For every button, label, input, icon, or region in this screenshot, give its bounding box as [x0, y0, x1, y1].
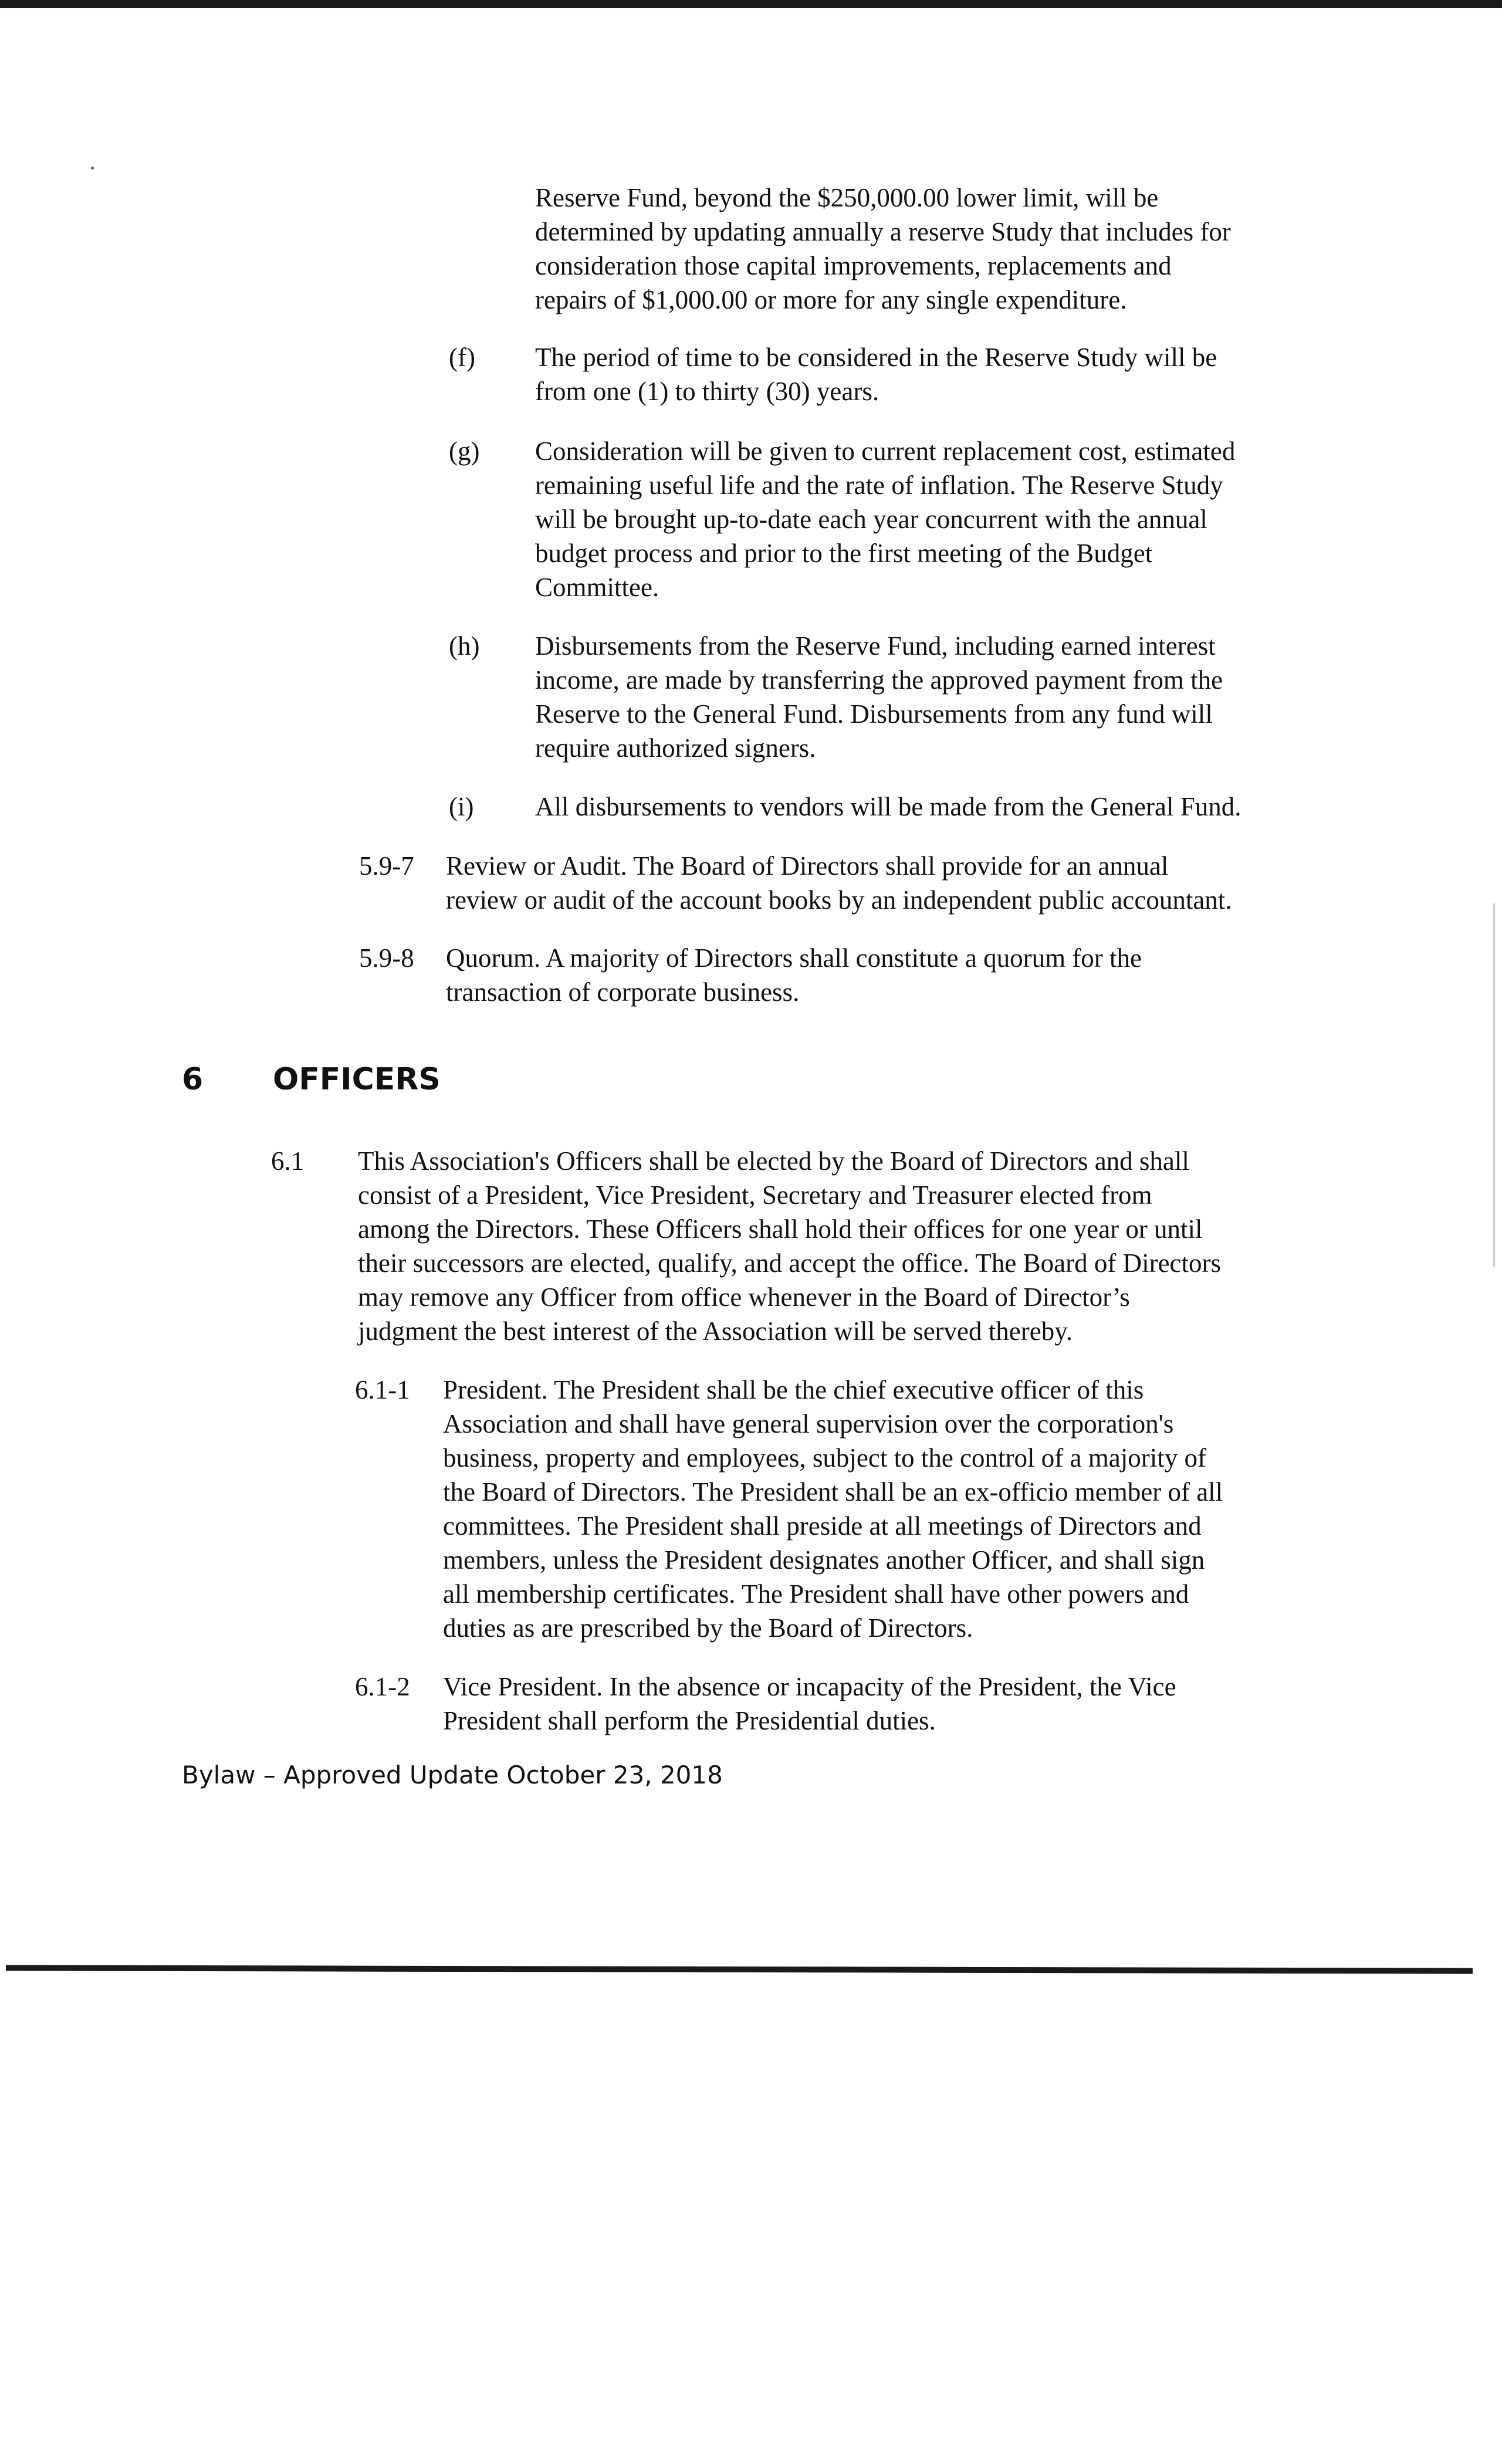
section-6-title: OFFICERS	[273, 1062, 441, 1097]
section-6-1-1-text: President. The President shall be the chief executive officer of this Association and shall have general supervision over the corporation's business, property and employees, subject to the control of a majority of the Board of Directors. The President shall be an ex-officio member of all committees. The President shall preside at all meetings of Directors and members, unless the President designates another Officer, and shall sign all membership certificates. The President shall have other powers and duties as are prescribed by the Board of Directors.	[443, 1375, 1223, 1643]
section-6-1-2-number: 6.1-2	[355, 1672, 410, 1701]
section-6-1-1-number: 6.1-1	[355, 1375, 410, 1404]
section-5-9-7-text: Review or Audit. The Board of Directors shall provide for an annual review or audit of the account books by an independent public accountant.	[446, 851, 1232, 915]
top-page-border	[0, 0, 1502, 8]
scan-edge-artifact	[1493, 903, 1495, 1267]
section-6-1-2-text: Vice President. In the absence or incapacity of the President, the Vice President shall perform the Presidential duties.	[443, 1672, 1176, 1735]
item-h-marker: (h)	[449, 631, 480, 661]
section-5-9-8-number: 5.9-8	[359, 943, 414, 973]
item-i-text: All disbursements to vendors will be made from the General Fund.	[535, 792, 1241, 821]
item-h-text: Disbursements from the Reserve Fund, including earned interest income, are made by transferring the approved payment from the Reserve to the General Fund. Disbursements from any fund will require authorized signers.	[535, 631, 1223, 763]
scan-mark	[91, 167, 94, 170]
section-6-number: 6	[182, 1062, 204, 1097]
section-6-1-text: This Association's Officers shall be elected by the Board of Directors and shall consist of a President, Vice President, Secretary and Treasurer elected from among the Directors. These Officers shall hold their offices for one year or until their successors are elected, qualify, and accept the office. The Board of Directors may remove any Officer from office whenever in the Board of Director’s judgment the best interest of the Association will be served thereby.	[358, 1146, 1222, 1346]
item-g-marker: (g)	[449, 436, 480, 466]
bottom-page-border	[6, 1965, 1473, 1974]
section-5-9-7-number: 5.9-7	[359, 851, 414, 881]
item-f-text: The period of time to be considered in the Reserve Study will be from one (1) to thirty (30) years.	[535, 343, 1217, 406]
item-e-continuation: Reserve Fund, beyond the $250,000.00 lower limit, will be determined by updating annually a reserve Study that includes for consideration those capital improvements, replacements and repairs of $1,000.00 or more for any single expenditure.	[535, 183, 1231, 314]
section-5-9-8-text: Quorum. A majority of Directors shall constitute a quorum for the transaction of corporate business.	[446, 943, 1142, 1007]
item-f-marker: (f)	[449, 343, 475, 372]
section-6-1-number: 6.1	[271, 1146, 305, 1176]
page-footer: Bylaw – Approved Update October 23, 2018	[182, 1761, 723, 1789]
item-g-text: Consideration will be given to current replacement cost, estimated remaining useful life and the rate of inflation. The Reserve Study will be brought up-to-date each year concurrent with the annual budget process and prior to the first meeting of the Budget Committee.	[535, 436, 1236, 602]
item-i-marker: (i)	[449, 792, 474, 821]
